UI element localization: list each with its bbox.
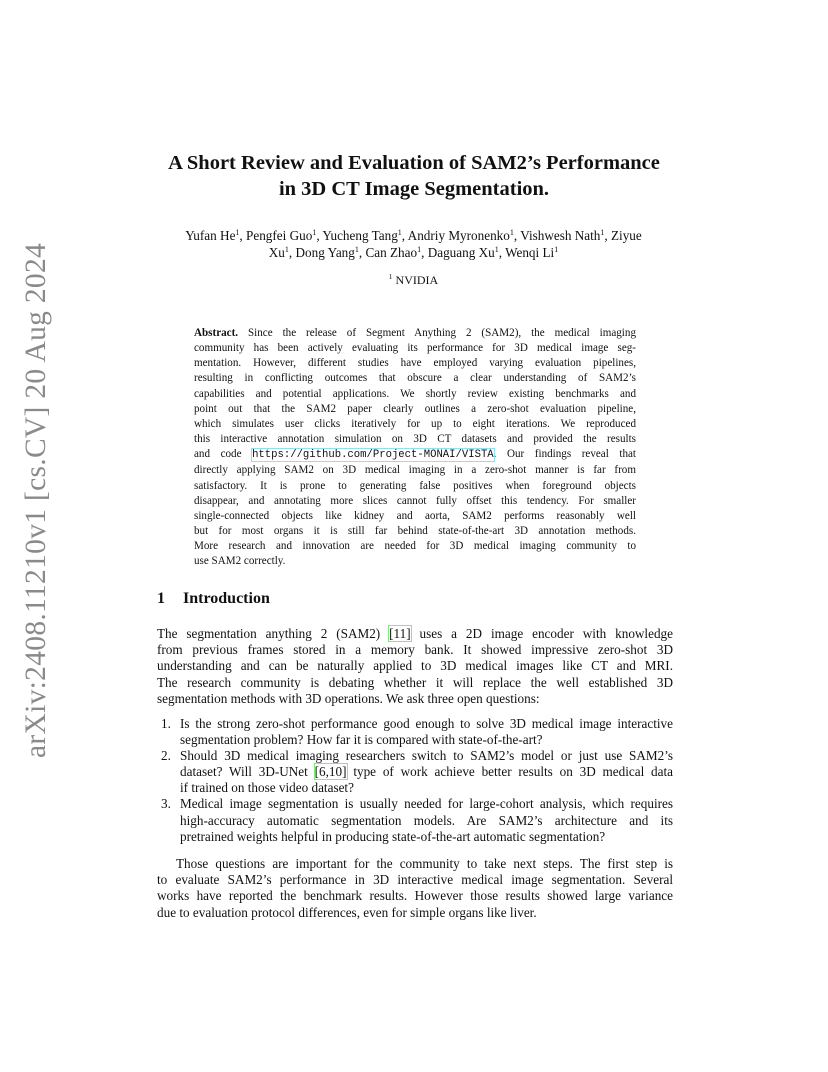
paragraph-line: to evaluate SAM2’s performance in 3D interactive medical image segmentation. Several <box>157 872 673 888</box>
list-number: 1. <box>161 716 171 731</box>
abstract-line: resulting in conflicting outcomes that obscure a clear understanding of SAM2’s <box>194 372 636 385</box>
citation-link[interactable]: [11] <box>389 626 411 641</box>
affiliation-number: 1 <box>388 272 393 281</box>
abstract-line: mentation. However, different studies have employed varying evaluation pipelines, <box>194 357 636 370</box>
abstract-text: . Our findings reveal that <box>493 448 636 461</box>
list-number: 2. <box>161 748 171 764</box>
list-line: Is the strong zero-shot performance good enough to solve 3D medical image interactive <box>180 716 673 731</box>
abstract-line: but for most organs it is still far behind state-of-the-art 3D annotation methods. <box>194 525 636 538</box>
affiliation-marker: 1 <box>235 228 240 237</box>
abstract-line: capabilities and potential applications. We shortly review existing benchmarks and <box>194 387 636 400</box>
author-name: Daguang Xu <box>427 245 495 260</box>
abstract-line: single-connected objects like kidney and aorta, SAM2 performs reasonably well <box>194 509 636 522</box>
list-text: dataset? Will 3D-UNet <box>180 764 308 780</box>
affiliation-marker: 1 <box>284 245 289 254</box>
author-name: Vishwesh Nath <box>520 228 601 243</box>
section-number: 1 <box>157 590 165 607</box>
author-name: Pengfei Guo <box>246 228 313 243</box>
paragraph-line: works have reported the benchmark results. However those results showed large variance <box>157 888 673 904</box>
paragraph-line: from previous frames stored in a memory bank. It showed impressive zero-shot 3D <box>157 642 673 658</box>
affiliation <box>152 272 675 288</box>
arxiv-identifier <box>20 242 52 758</box>
abstract-line: disappear, and annotating more slices cannot fully offset this tendency. For smaller <box>194 494 636 507</box>
affiliation-marker: 1 <box>554 245 559 254</box>
paper-title <box>100 150 728 202</box>
affiliation-marker: 1 <box>397 228 402 237</box>
abstract-line: use SAM2 correctly. <box>194 555 286 568</box>
list-item <box>157 796 673 844</box>
list-item <box>157 748 673 796</box>
list-line: high-accuracy automatic segmentation models. Are SAM2’s architecture and its <box>180 812 673 828</box>
citation-link[interactable]: [6,10] <box>314 764 347 780</box>
abstract-line: which simulates user clicks iteratively for up to eight iterations. We reproduced <box>194 417 636 430</box>
paragraph-line: The research community is debating whether it will replace the well established 3D <box>157 674 673 690</box>
affiliation-marker: 1 <box>509 228 514 237</box>
paragraph-line <box>157 626 673 642</box>
abstract <box>194 326 636 570</box>
paragraph-text: uses a 2D image encoder with knowledge <box>419 626 673 641</box>
author-name: Wenqi Li <box>505 245 555 260</box>
abstract-line: directly applying SAM2 on 3D medical imaging in a zero-shot manner is far from <box>194 464 636 477</box>
section-heading <box>157 590 677 608</box>
list-line <box>180 764 673 780</box>
list-line: Should 3D medical imaging researchers switch to SAM2’s model or just use SAM2’s <box>180 748 673 764</box>
list-text: type of work achieve better results on 3D medical data <box>353 764 674 780</box>
title-line-2: in 3D CT Image Segmentation. <box>278 178 550 200</box>
open-questions-list <box>157 716 673 845</box>
author-name: Ziyue <box>610 228 642 243</box>
author-name: Can Zhao <box>365 245 418 260</box>
arxiv-identifier-text: arXiv:2408.11210v1 [cs.CV] 20 Aug 2024 <box>20 242 52 758</box>
author-name: Andriy Myronenko <box>407 228 510 243</box>
paragraph-line: Those questions are important for the community to take next steps. The first step is <box>176 856 673 871</box>
abstract-line: this interactive annotation simulation on 3D CT datasets and provided the results <box>194 433 636 446</box>
code-repository-link[interactable]: https://github.com/Project-MONAI/VISTA <box>252 449 494 462</box>
author-line-1: Yufan He$^1$, Pengfei Guo$^1$, Yucheng Tang$^1$, Andriy Myronenko$^1$, Vishwesh Nath$^1$, Ziyue <box>185 228 642 243</box>
intro-paragraph-1 <box>157 626 673 707</box>
affiliation-marker: 1 <box>312 228 317 237</box>
abstract-label: Abstract. <box>194 327 239 339</box>
abstract-text: and code <box>194 448 242 461</box>
affiliation-name: NVIDIA <box>395 273 439 287</box>
list-line: Medical image segmentation is usually needed for large-cohort analysis, which requires <box>180 796 673 812</box>
abstract-line: More research and innovation are needed for 3D medical imaging community to <box>194 540 636 553</box>
author-name: Xu <box>268 245 285 260</box>
list-line: segmentation problem? How far it is compared with state-of-the-art? <box>180 732 543 748</box>
author-name: Yufan He <box>185 228 236 243</box>
author-name: Yucheng Tang <box>322 228 398 243</box>
paragraph-text: The segmentation anything 2 (SAM2) <box>157 626 381 641</box>
affiliation-marker: 1 <box>494 245 499 254</box>
affiliation-marker: 1 <box>600 228 605 237</box>
abstract-text: Since the release of Segment Anything 2 (SAM2), the medical imaging <box>248 327 636 339</box>
paragraph-line: understanding and can be naturally applied to 3D medical images like CT and MRI. <box>157 658 673 674</box>
intro-paragraph-2 <box>157 856 673 921</box>
paragraph-line: due to evaluation protocol differences, even for simple organs like liver. <box>157 904 537 920</box>
abstract-line <box>194 447 636 463</box>
abstract-line <box>194 326 636 341</box>
affiliation-marker: 1 <box>417 245 422 254</box>
author-name: Dong Yang <box>295 245 355 260</box>
paragraph-line: segmentation methods with 3D operations. We ask three open questions: <box>157 690 540 706</box>
list-line: if trained on those video dataset? <box>180 780 354 796</box>
list-number: 3. <box>161 796 171 812</box>
list-item <box>157 716 673 748</box>
abstract-line: satisfactory. It is prone to generating false positives when foreground objects <box>194 479 636 492</box>
affiliation-marker: 1 <box>354 245 359 254</box>
abstract-line: point out that the SAM2 paper clearly outlines a zero-shot evaluation pipeline, <box>194 402 636 415</box>
section-title: Introduction <box>183 590 270 607</box>
list-line: pretrained weights helpful in producing state-of-the-art automatic segmentation? <box>180 828 606 844</box>
title-line-1: A Short Review and Evaluation of SAM2’s Performance <box>168 152 660 174</box>
author-list <box>152 227 675 261</box>
author-line-2: Xu$^1$, Dong Yang$^1$, Can Zhao$^1$, Daguang Xu$^1$, Wenqi Li$^1$ <box>268 245 559 260</box>
abstract-line: community has been actively evaluating its performance for 3D medical image seg- <box>194 342 636 355</box>
